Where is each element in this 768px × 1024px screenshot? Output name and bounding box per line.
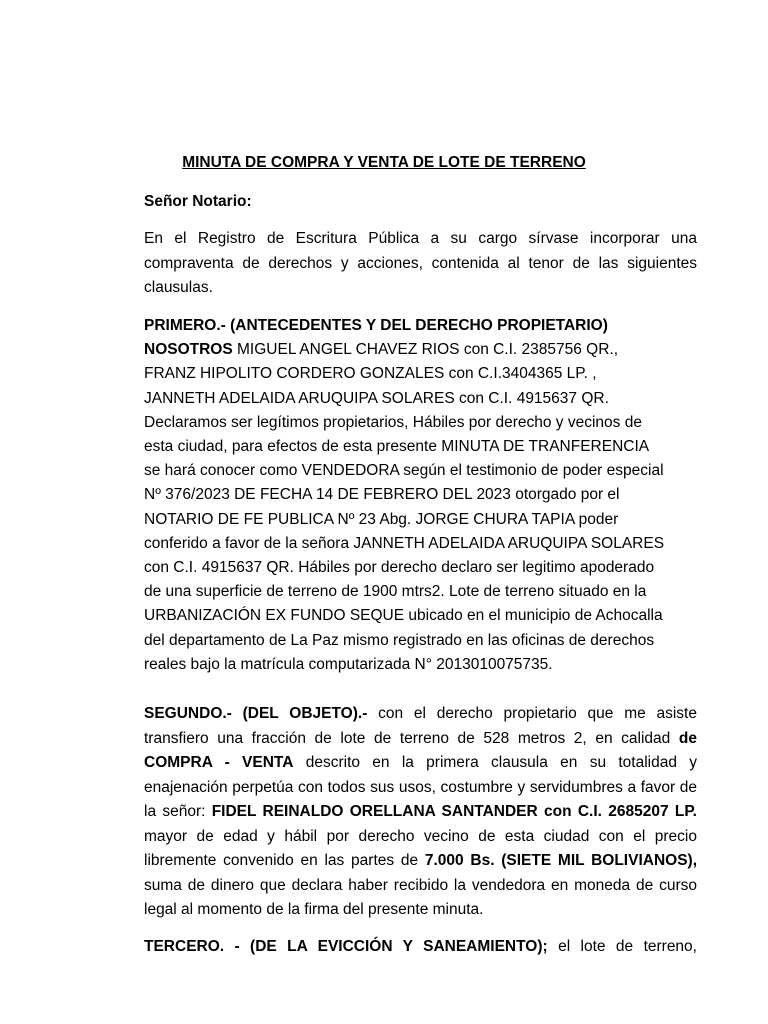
clause-text: con el derecho propietario que me asiste transfiero una fracción de lote de terreno de 528 metros 2, en calidad bbox=[144, 705, 697, 747]
clause-line: JANNETH ADELAIDA ARUQUIPA SOLARES con C.I. 4915637 QR. bbox=[144, 389, 609, 407]
clause-text: mayor de edad y hábil por derecho vecino de esta ciudad con el precio libremente convenido en las partes de bbox=[144, 827, 697, 869]
price-amount: 7.000 Bs. (SIETE MIL BOLIVIANOS), bbox=[424, 852, 698, 869]
clause-heading: PRIMERO.- (ANTECEDENTES Y DEL DERECHO PROPIETARIO) bbox=[144, 317, 608, 334]
clause-line: del departamento de La Paz mismo registrado en las oficinas de derechos bbox=[144, 631, 655, 649]
clause-line: Nº 376/2023 DE FECHA 14 DE FEBRERO DEL 2023 otorgado por el bbox=[144, 486, 620, 504]
clause-heading: SEGUNDO.- (DEL OBJETO).- bbox=[144, 705, 368, 722]
clause-text: descrito en la primera clausula en su totalidad y enajenación perpetúa con todos sus usos, costumbre y servidumbres a favor de la señor: bbox=[144, 754, 697, 820]
document-title: MINUTA DE COMPRA Y VENTA DE LOTE DE TERRENO bbox=[182, 154, 586, 171]
clause-line: FRANZ HIPOLITO CORDERO GONZALES con C.I.3404365 LP. , bbox=[144, 365, 597, 383]
clause-line: reales bajo la matrícula computarizada N° 2013010075735. bbox=[144, 655, 553, 673]
clause-line: NOTARIO DE FE PUBLICA Nº 23 Abg. JORGE CHURA TAPIA poder bbox=[144, 510, 619, 528]
clause-primero bbox=[144, 314, 704, 677]
clause-tercero bbox=[144, 935, 697, 960]
clause-line: con C.I. 4915637 QR. Hábiles por derecho declaro ser legitimo apoderado bbox=[144, 559, 655, 577]
clause-text: el lote de terreno, bbox=[547, 938, 697, 955]
clause-heading: TERCERO. - (DE LA EVICCIÓN Y SANEAMIENTO); bbox=[144, 938, 548, 955]
salutation: Señor Notario: bbox=[144, 193, 252, 210]
clause-text: suma de dinero que declara haber recibido la vendedora en moneda de curso legal al momento de la firma del presente minuta. bbox=[144, 876, 697, 918]
clause-line: URBANIZACIÓN EX FUNDO SEQUE ubicado en el municipio de Achocalla bbox=[144, 607, 663, 625]
buyer-name: FIDEL REINALDO ORELLANA SANTANDER con C.I. 2685207 LP. bbox=[211, 803, 697, 820]
clause-segundo bbox=[144, 702, 697, 923]
clause-line: de una superficie de terreno de 1900 mtrs2. Lote de terreno situado en la bbox=[144, 583, 647, 601]
nosotros-label: NOSOTROS bbox=[144, 341, 233, 359]
clause-line: NOSOTROS MIGUEL ANGEL CHAVEZ RIOS con C.I. 2385756 QR., bbox=[144, 341, 619, 359]
intro-paragraph: En el Registro de Escritura Pública a su cargo sírvase incorporar una compraventa de derechos y acciones, contenida al tenor de las siguientes clausulas. bbox=[144, 230, 697, 296]
clause-line: se hará conocer como VENDEDORA según el testimonio de poder especial bbox=[144, 462, 664, 480]
clause-emphasis: de COMPRA - VENTA bbox=[144, 729, 697, 771]
clause-line: conferido a favor de la señora JANNETH ADELAIDA ARUQUIPA SOLARES bbox=[144, 534, 665, 552]
clause-line: esta ciudad, para efectos de esta presente MINUTA DE TRANFERENCIA bbox=[144, 438, 650, 456]
clause-line: Declaramos ser legítimos propietarios, Hábiles por derecho y vecinos de bbox=[144, 413, 642, 431]
